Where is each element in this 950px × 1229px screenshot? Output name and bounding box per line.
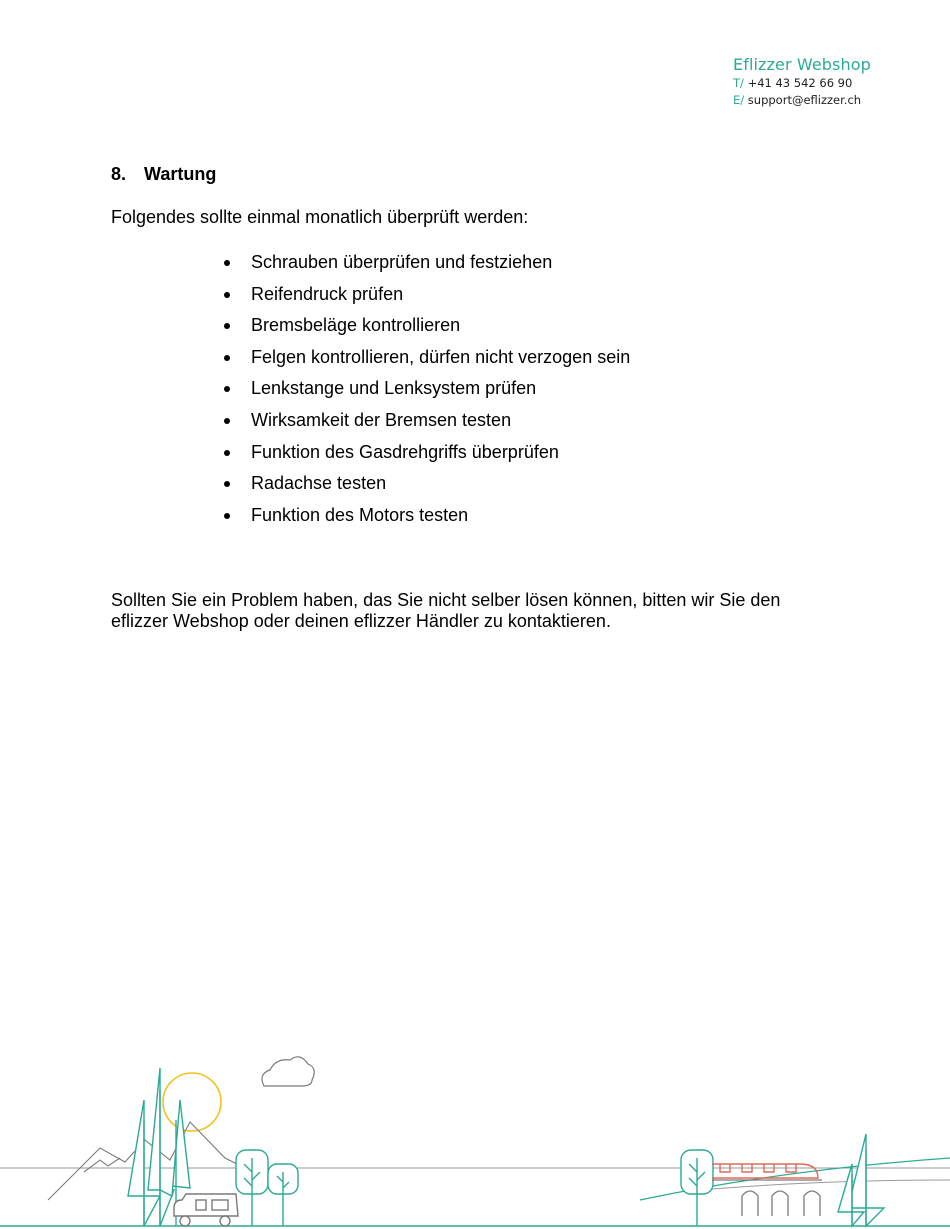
train-icon: [712, 1164, 818, 1178]
closing-paragraph: [111, 590, 831, 632]
bullet-icon: [224, 481, 230, 487]
cloud-icon: [262, 1057, 314, 1086]
list-item-text: Reifendruck prüfen: [251, 283, 404, 304]
email-line: [733, 92, 871, 109]
bullet-icon: [224, 418, 230, 424]
phone-line: [733, 75, 871, 92]
bullet-icon: [224, 450, 230, 456]
bullet-icon: [224, 513, 230, 519]
list-item-text: Funktion des Motors testen: [251, 504, 469, 525]
email-prefix: E/: [733, 93, 745, 107]
section-heading: [111, 163, 216, 185]
list-item-text: Lenkstange und Lenksystem prüfen: [251, 378, 537, 399]
list-item-text: Wirksamkeit der Bremsen testen: [251, 409, 512, 430]
closing-line: Sollten Sie ein Problem haben, das Sie nicht selber lösen können, bitten wir Sie den: [111, 590, 781, 610]
landscape-illustration: [0, 1040, 950, 1229]
bullet-icon: [224, 292, 230, 298]
list-item-text: Schrauben überprüfen und festziehen: [251, 252, 553, 272]
bullet-icon: [224, 386, 230, 392]
list-item-text: Radachse testen: [251, 473, 387, 494]
sun-icon: [163, 1073, 221, 1131]
round-trees-icon: [236, 1150, 713, 1226]
list-item-text: Felgen kontrollieren, dürfen nicht verzogen sein: [251, 346, 631, 367]
bullet-icon: [224, 355, 230, 361]
phone-prefix: T/: [733, 76, 744, 90]
section-title: Wartung: [144, 164, 217, 184]
email-address: support@eflizzer.ch: [747, 93, 862, 107]
right-pine-trees-icon: [838, 1134, 884, 1226]
letterhead: [733, 55, 871, 109]
section-number: 8.: [111, 164, 127, 184]
bullet-icon: [224, 323, 230, 329]
camper-van-icon: [174, 1194, 238, 1226]
closing-line: eflizzer Webshop oder deinen eflizzer Händler zu kontaktieren.: [111, 611, 611, 631]
company-name: Eflizzer Webshop: [733, 55, 871, 74]
phone-number: +41 43 542 66 90: [747, 76, 853, 90]
list-item-text: Funktion des Gasdrehgriffs überprüfen: [251, 441, 559, 462]
intro-text: Folgendes sollte einmal monatlich überprüft werden:: [111, 207, 529, 227]
list-item-text: Bremsbeläge kontrollieren: [251, 315, 461, 336]
bullet-icon: [224, 260, 230, 266]
mountains-icon: [48, 1122, 245, 1200]
